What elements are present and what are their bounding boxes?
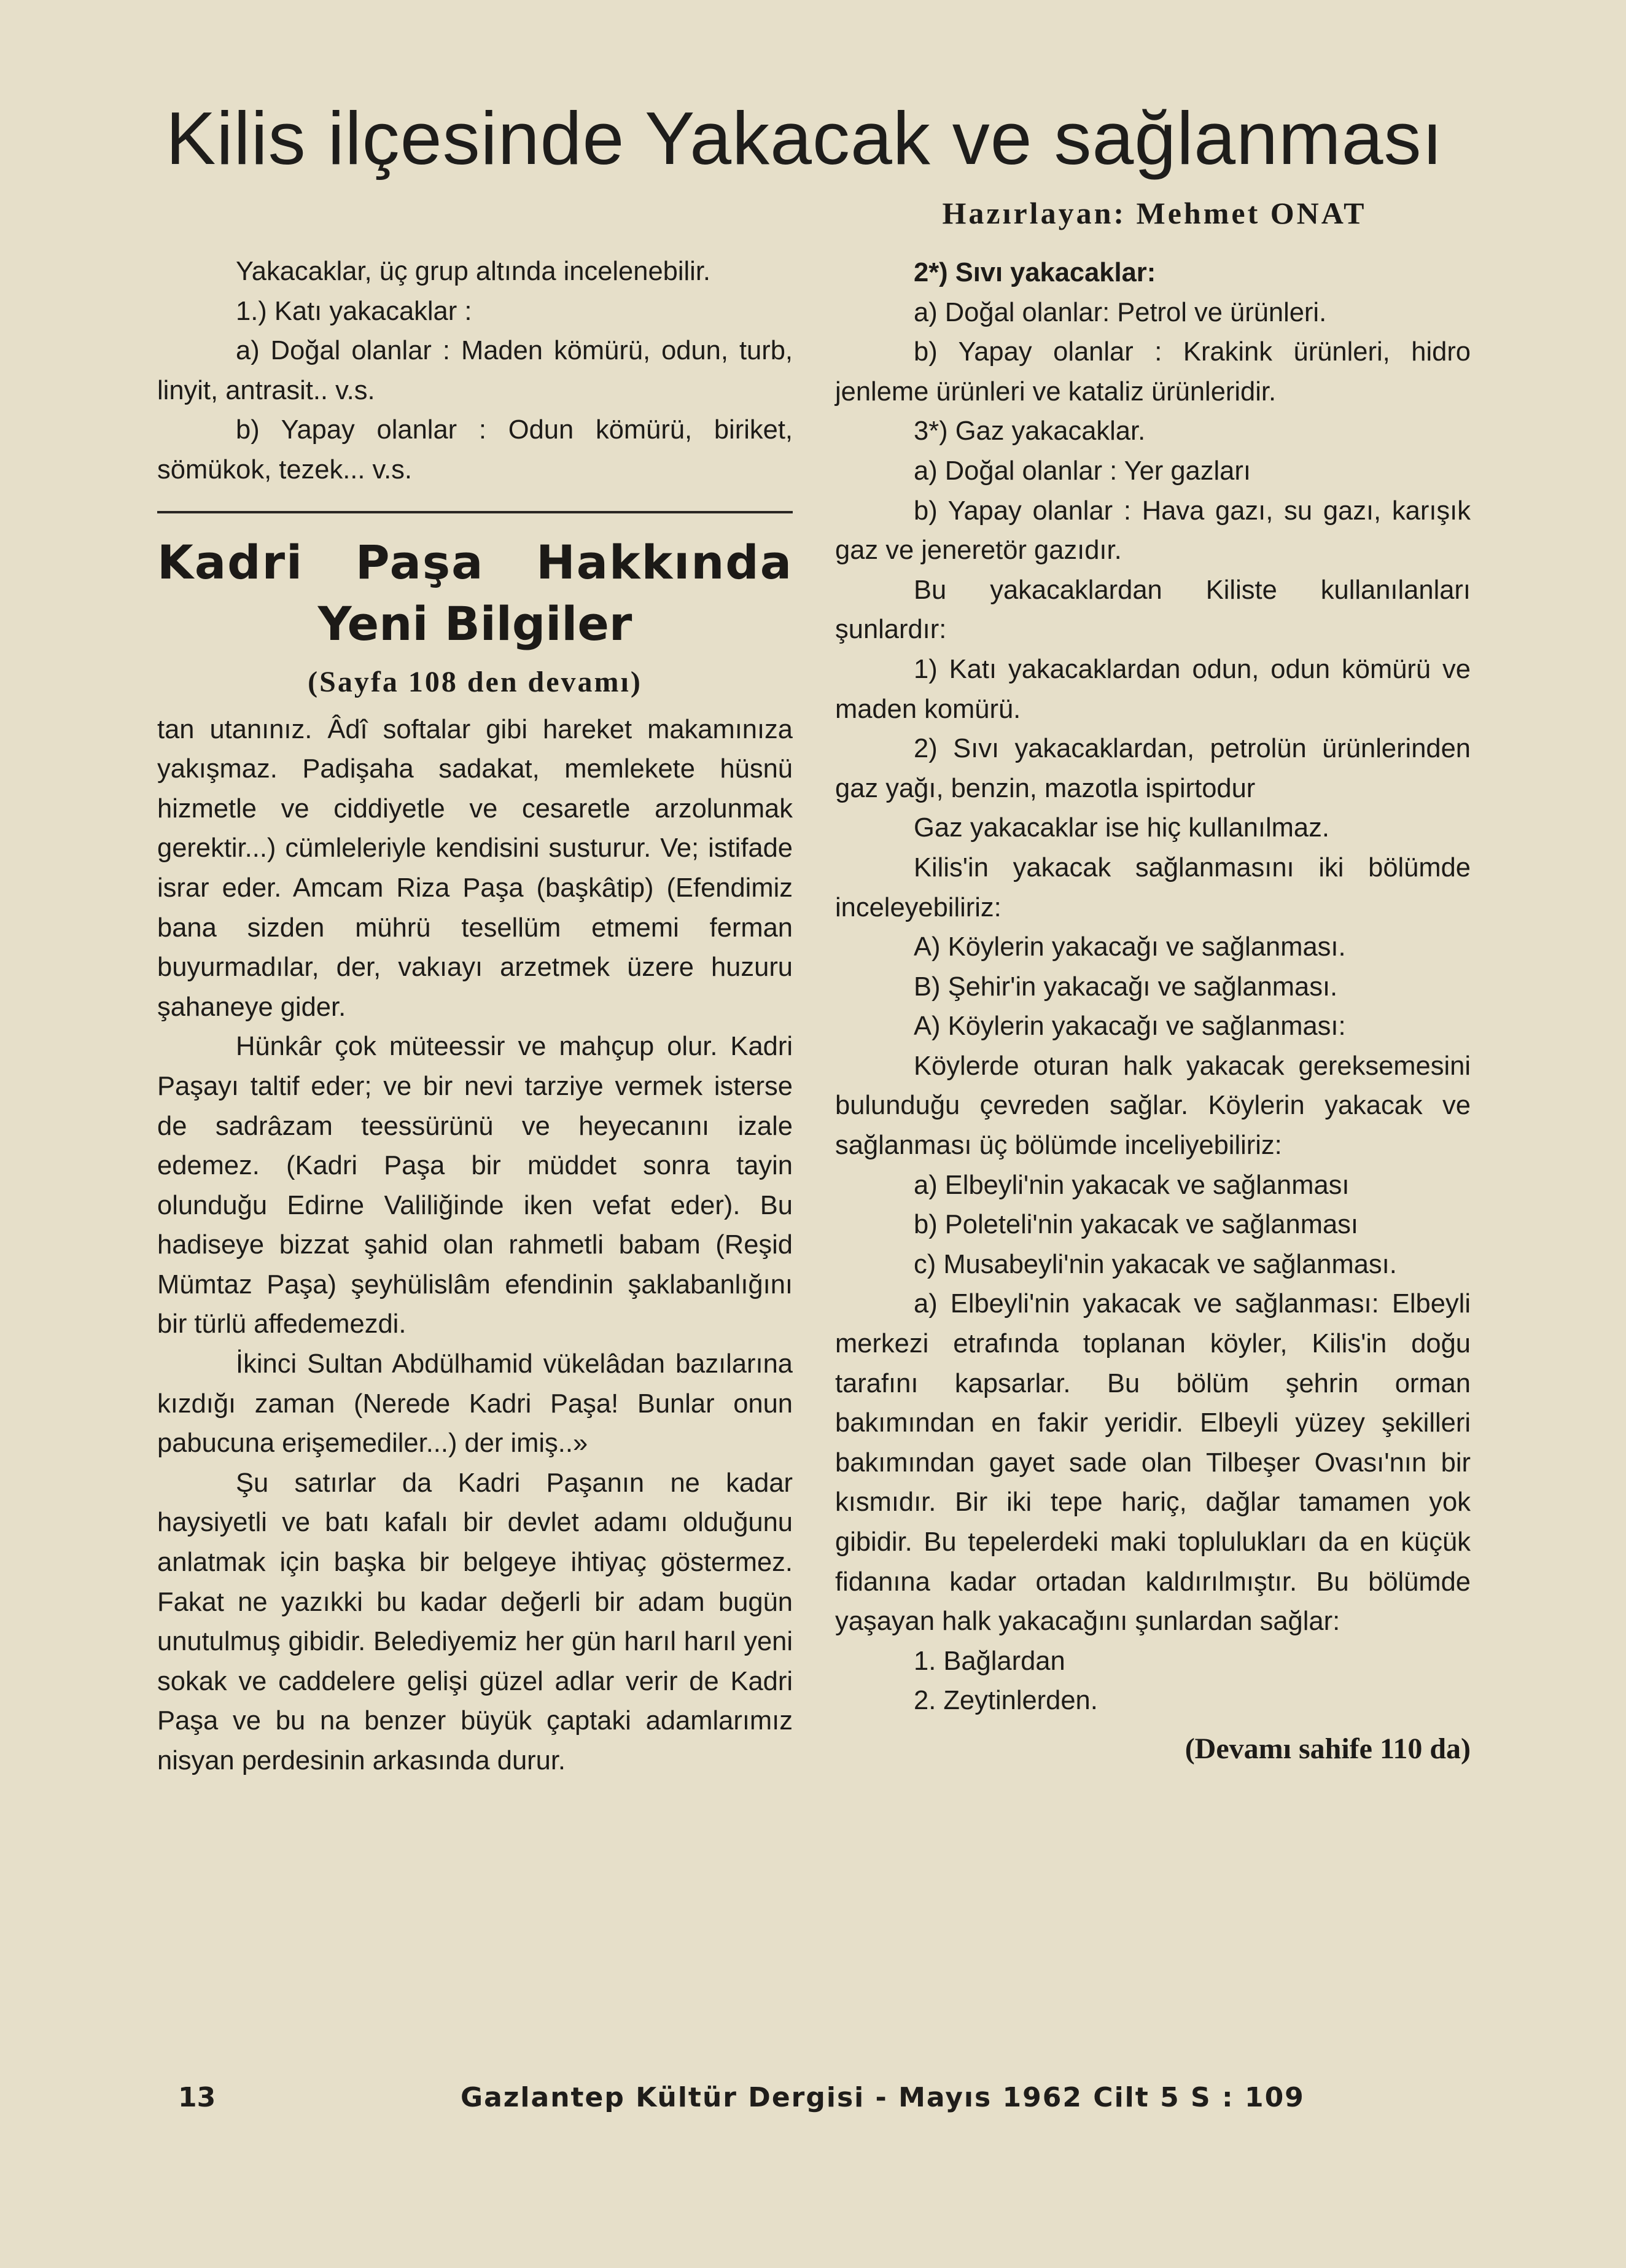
body-paragraph: tan utanınız. Âdî softalar gibi hareket makamınıza yakışmaz. Padişaha sadakat, memlekete hüsnü hizmetle ve ciddiyetle ve cesaretle arzolunmak gerektir...) cümleleriyle kendisini susturur. Ve; istifade israr eder. Amcam Riza Paşa (başkâtip) (Efendimiz bana sizden mührü tesellüm etmemi ferman buyurmadılar, der, vakıayı arzetmek üzere huzuru şahaneye gider. (157, 714, 793, 1022)
list-item: 1. Bağlardan (914, 1646, 1065, 1676)
list-heading: 2*) Sıvı yakacaklar: (914, 258, 1156, 287)
body-paragraph: İkinci Sultan Abdülhamid vükelâdan bazılarına kızdığı zaman (Nerede Kadri Paşa! Bunlar onun pabucuna erişemediler...) der imiş..» (157, 1349, 793, 1459)
list-item: c) Musabeyli'nin yakacak ve sağlanması. (914, 1249, 1397, 1279)
body-paragraph: Köylerde oturan halk yakacak gereksemesini bulunduğu çevreden sağlar. Köylerin yakacak ve sağlanması üç bölümde inceliyebiliriz: (835, 1051, 1471, 1161)
list-item: a) Doğal olanlar: Petrol ve ürünleri. (914, 297, 1327, 327)
list-item: 2) Sıvı yakacaklardan, petrolün ürünlerinden gaz yağı, benzin, mazotla ispirtodur (835, 734, 1471, 803)
list-item: B) Şehir'in yakacağı ve sağlanması. (914, 972, 1338, 1002)
intro-paragraph: Yakacaklar, üç grup altında incelenebilir. (236, 257, 710, 286)
section-subtitle: A) Köylerin yakacağı ve sağlanması: (914, 1011, 1346, 1042)
magazine-info: Gazlantep Kültür Dergisi - Mayıs 1962 Cilt 5 S : 109 (461, 2082, 1305, 2113)
body-paragraph: Bu yakacaklardan Kiliste kullanılanları şunlardır: (835, 575, 1471, 645)
list-item: 1) Katı yakacaklardan odun, odun kömürü ve maden komürü. (835, 654, 1471, 724)
body-paragraph: Gaz yakacaklar ise hiç kullanılmaz. (914, 813, 1329, 843)
article-author: Hazırlayan: Mehmet ONAT (942, 196, 1367, 230)
section-heading: Kadri Paşa Hakkında (157, 534, 793, 590)
left-column (157, 252, 793, 1781)
list-item: b) Yapay olanlar : Hava gazı, su gazı, karışık gaz ve jeneretör gazıdır. (835, 496, 1471, 566)
intro-item: 1.) Katı yakacaklar : (236, 296, 472, 326)
list-item: a) Doğal olanlar : Yer gazları (914, 456, 1251, 486)
intro-item: b) Yapay olanlar : Odun kömürü, biriket, sömükok, tezek... v.s. (157, 415, 793, 485)
list-item: b) Poleteli'nin yakacak ve sağlanması (914, 1210, 1359, 1240)
body-paragraph: a) Elbeyli'nin yakacak ve sağlanması: Elbeyli merkezi etrafında toplanan köyler, Kilis'in doğu tarafını kapsarlar. Bu bölüm şehrin orman bakımından en fakir yeridir. Elbeyli yüzey şekilleri bakımından gayet sade olan Tilbeşer Ovası'nın bir kısmıdır. Bir iki tepe hariç, dağlar tamamen yok gibidir. Bu tepelerdeki maki toplulukları da en küçük fidanına kadar ortadan kaldırılmıştır. Bu bölümde yaşayan halk yakacağını şunlardan sağlar: (835, 1289, 1471, 1637)
right-column (835, 253, 1471, 1799)
body-paragraph: Hünkâr çok müteessir ve mahçup olur. Kadri Paşayı taltif eder; ve bir nevi tarziye vermek isterse de sadrâzam teessürünü ve heyecanını izale edemez. (Kadri Paşa bir müddet sonra tayin olunduğu Edirne Valiliğinde iken vefat eder). Bu hadiseye bizzat şahid olan rahmetli babam (Reşid Mümtaz Paşa) şeyhülislâm efendinin şaklabanlığını bir türlü affedemezdi. (157, 1032, 793, 1339)
body-paragraph: Şu satırlar da Kadri Paşanın ne kadar haysiyetli ve batı kafalı bir devlet adamı olduğunu anlatmak için başka bir belgeye ihtiyaç göstermez. Fakat ne yazıkki bu kadar değerli bir adam bugün unutulmuş gibidir. Belediyemiz her gün harıl harıl yeni sokak ve caddelere gelişi güzel adlar verir de Kadri Paşa ve bu na benzer büyük çaptaki adamlarımız nisyan perdesinin arkasında durur. (157, 1468, 793, 1775)
intro-item: a) Doğal olanlar : Maden kömürü, odun, turb, linyit, antrasit.. v.s. (157, 336, 793, 405)
list-item: a) Elbeyli'nin yakacak ve sağlanması (914, 1170, 1350, 1200)
article-title: Kilis ilçesinde Yakacak ve sağlanması (166, 96, 1444, 180)
list-heading: 3*) Gaz yakacaklar. (914, 416, 1146, 446)
section-divider (157, 511, 793, 513)
list-item: b) Yapay olanlar : Krakink ürünleri, hidro jenleme ürünleri ve kataliz ürünleridir. (835, 337, 1471, 407)
list-item: 2. Zeytinlerden. (914, 1686, 1098, 1716)
list-item: A) Köylerin yakacağı ve sağlanması. (914, 932, 1346, 962)
continued-from-note: (Sayfa 108 den devamı) (308, 665, 642, 698)
continued-on-note: (Devamı sahife 110 da) (1184, 1732, 1471, 1765)
body-paragraph: Kilis'in yakacak sağlanmasını iki bölümde inceleyebiliriz: (835, 852, 1471, 922)
section-subheading: Yeni Bilgiler (317, 596, 632, 651)
page-number: 13 (178, 2082, 216, 2113)
